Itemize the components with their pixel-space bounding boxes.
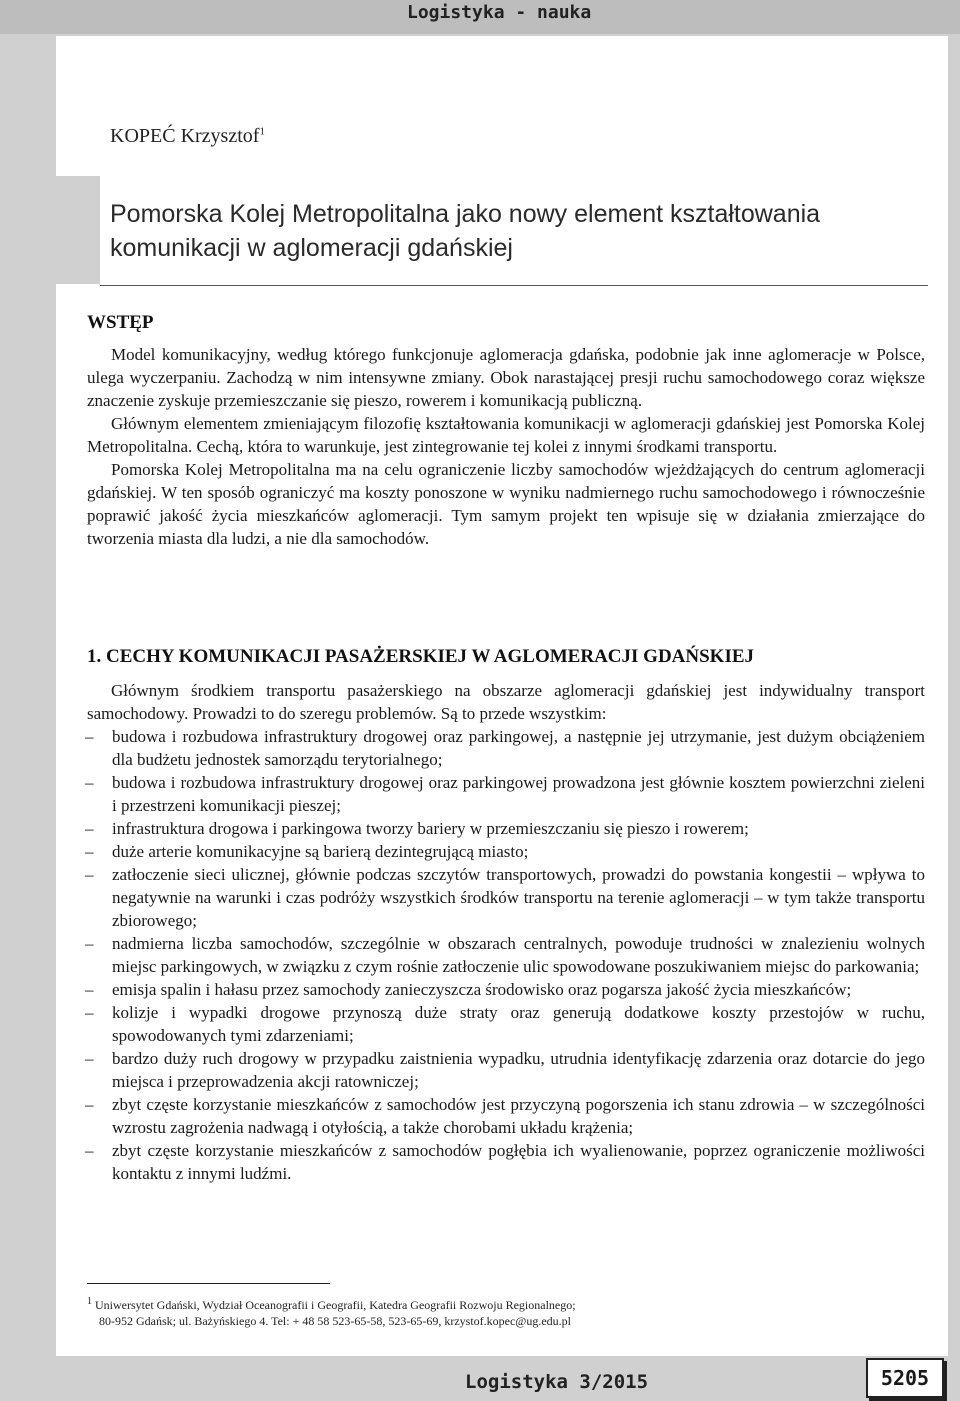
intro-paragraph: Pomorska Kolej Metropolitalna ma na celu ograniczenie liczby samochodów wjeżdżających do centrum aglomeracji gdańskiej. W ten sposób ograniczyć ma koszty ponoszone w wyniku nadmiernego ruchu samochodowego i równocześnie poprawić jakość życia mieszkańców aglomeracji. Tym samym projekt ten wpisuje się w działania zmierzające do tworzenia miasta dla ludzi, a nie dla samochodów.	[87, 460, 925, 548]
footnote-mark: 1	[87, 1296, 92, 1307]
section-1-body	[87, 679, 925, 1185]
footnote-line-2: 80-952 Gdańsk; ul. Bażyńskiego 4. Tel: + 48 58 523-65-58, 523-65-69, krzystof.kopec@ug.edu.pl	[99, 1314, 572, 1328]
page-number: 5205	[866, 1358, 944, 1398]
list-item: – kolizje i wypadki drogowe przynoszą duże straty oraz generują dodatkowe koszty przestojów w ruchu, spowodowanych tymi zdarzeniami;	[87, 1001, 925, 1047]
title-rule	[100, 285, 928, 286]
section-1-heading: 1. CECHY KOMUNIKACJI PASAŻERSKIEJ W AGLOMERACJI GDAŃSKIEJ	[87, 646, 755, 667]
list-item: – zatłoczenie sieci ulicznej, głównie podczas szczytów transportowych, prowadzi do powstania kongestii – wpływa to negatywnie na warunki i czas podróży wszystkich środków transportu na terenie aglomeracji – w tym także transportu zbiorowego;	[87, 863, 925, 932]
footnote-affiliation: Uniwersytet Gdański, Wydział Oceanografii i Geografii, Katedra Geografii Rozwoju Regionalnego;	[95, 1298, 576, 1312]
problem-list	[87, 725, 925, 1185]
author	[110, 125, 265, 148]
list-item: – budowa i rozbudowa infrastruktury drogowej oraz parkingowej, a następnie jej utrzymanie, jest dużym obciążeniem dla budżetu jednostek samorządu terytorialnego;	[87, 725, 925, 771]
article-title: Pomorska Kolej Metropolitalna jako nowy element kształtowania komunikacji w aglomeracji gdańskiej	[110, 200, 821, 262]
author-footnote-mark: 1	[259, 125, 265, 138]
list-item: – zbyt częste korzystanie mieszkańców z samochodów pogłębia ich wyalienowanie, poprzez ograniczenie możliwości kontaktu z innymi ludźmi.	[87, 1139, 925, 1185]
footnote-line-1	[87, 1294, 907, 1313]
list-item: – nadmierna liczba samochodów, szczególnie w obszarach centralnych, powoduje trudności w znalezieniu wolnych miejsc parkingowych, w związku z czym rośnie zatłoczenie ulic spowodowane poszukiwaniem miejsc do parkowania;	[87, 932, 925, 978]
list-item: – zbyt częste korzystanie mieszkańców z samochodów jest przyczyną pogorszenia ich stanu zdrowia – w szczególności wzrostu zagrożenia nadwagą i otyłością, a także chorobami układu krążenia;	[87, 1093, 925, 1139]
intro-paragraph: Głównym elementem zmieniającym filozofię kształtowania komunikacji w aglomeracji gdańskiej jest Pomorska Kolej Metropolitalna. Cechą, która to warunkuje, jest zintegrowanie tej kolei z innymi środkami transportu.	[87, 414, 925, 456]
title-shade	[56, 176, 100, 284]
list-item: – emisja spalin i hałasu przez samochody zanieczyszcza środowisko oraz pogarsza jakość życia mieszkańców;	[87, 978, 925, 1001]
list-item: – budowa i rozbudowa infrastruktury drogowej oraz parkingowej prowadzona jest głównie kosztem powierzchni zieleni i przestrzeni komunikacji pieszej;	[87, 771, 925, 817]
intro-paragraph: Model komunikacyjny, według którego funkcjonuje aglomeracja gdańska, podobnie jak inne aglomeracje w Polsce, ulega wyczerpaniu. Zachodzą w nim intensywne zmiany. Obok narastającej presji ruchu samochodowego coraz większe znaczenie zyskuje przemieszczanie się pieszo, rowerem i komunikacją publiczną.	[87, 345, 925, 410]
section-1-lead: Głównym środkiem transportu pasażerskiego na obszarze aglomeracji gdańskiej jest indywidualny transport samochodowy. Prowadzi to do szeregu problemów. Są to przede wszystkim:	[87, 681, 925, 723]
intro-heading: WSTĘP	[87, 312, 154, 333]
list-item: – bardzo duży ruch drogowy w przypadku zaistnienia wypadku, utrudnia identyfikację zdarzenia oraz dotarcie do jego miejsca i przeprowadzenia akcji ratowniczej;	[87, 1047, 925, 1093]
list-item: – infrastruktura drogowa i parkingowa tworzy bariery w przemieszczaniu się pieszo i rowerem;	[87, 817, 925, 840]
intro-body	[87, 343, 925, 550]
journal-name: Logistyka 3/2015	[465, 1371, 649, 1393]
running-head: Logistyka - nauka	[407, 2, 592, 23]
list-item: – duże arterie komunikacyjne są barierą dezintegrującą miasto;	[87, 840, 925, 863]
footnote	[87, 1294, 907, 1329]
footnote-rule	[87, 1283, 330, 1284]
author-name: KOPEĆ Krzysztof	[110, 125, 260, 147]
